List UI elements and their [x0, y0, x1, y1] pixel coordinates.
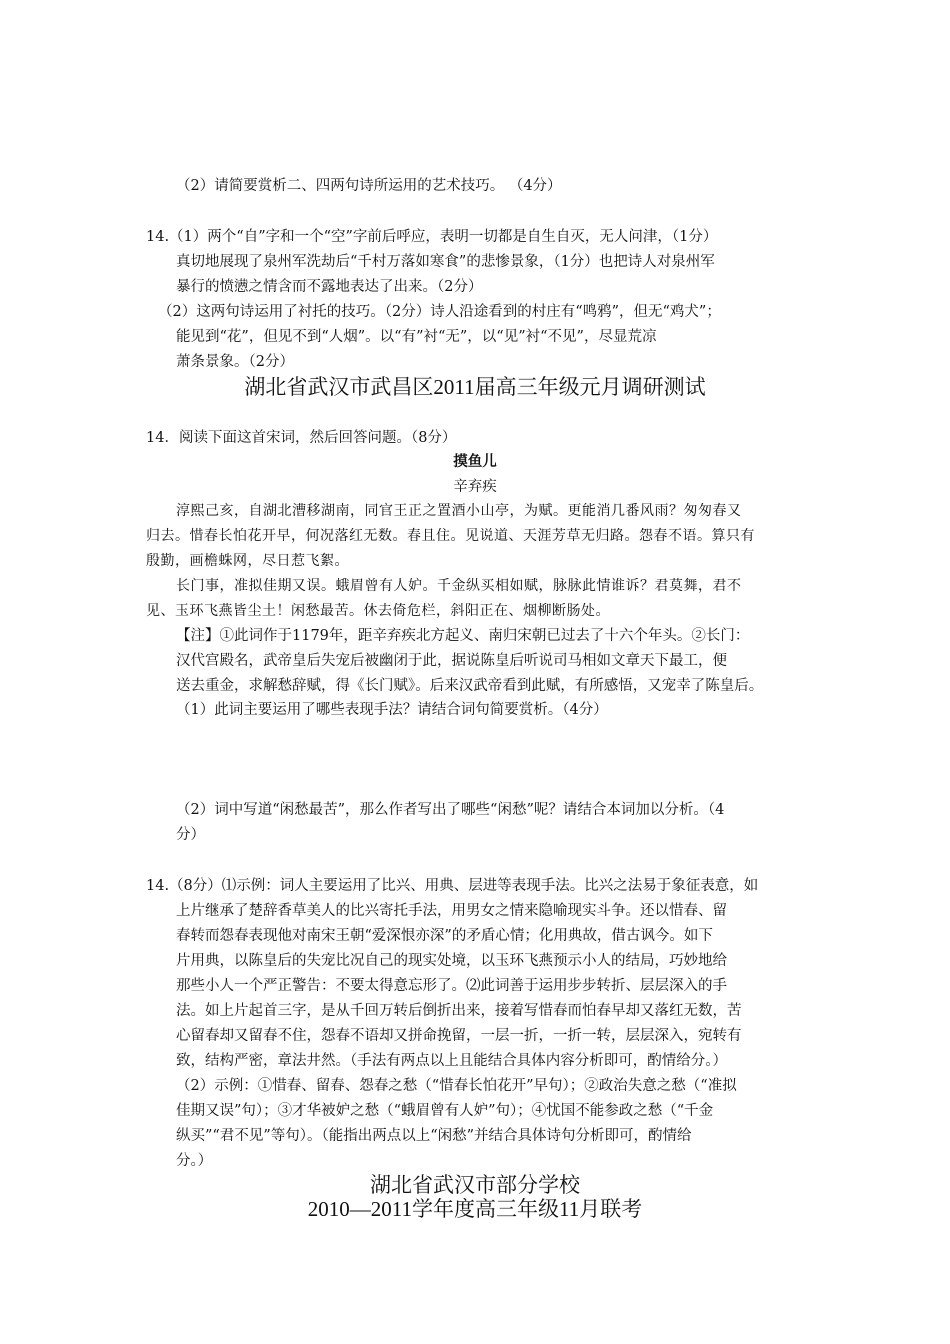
poem-line: 长门事，准拟佳期又误。蛾眉曾有人妒。千金纵买相如赋，脉脉此情谁诉？君莫舞，君不 — [176, 578, 742, 594]
answer-line: 那些小人一个严正警告：不要太得意忘形了。⑵此词善于运用步步转折、层层深入的手 — [176, 978, 727, 994]
answer-line: 分。） — [176, 1153, 213, 1169]
poem-title: 摸鱼儿 — [453, 454, 497, 470]
answer-line: 心留春却又留春不住，怨春不语却又拼命挽留，一层一折，一折一转，层层深入，宛转有 — [176, 1028, 742, 1044]
answer-line: 致，结构严密，章法井然。（手法有两点以上且能结合具体内容分析即可，酌情给分。） — [176, 1053, 727, 1069]
section-heading: 湖北省武汉市武昌区2011届高三年级元月调研测试 — [244, 375, 706, 399]
answer-line: （2）这两句诗运用了衬托的技巧。（2分）诗人沿途看到的村庄有“鸣鸦”，但无“鸡犬”； — [158, 304, 721, 320]
answer-line: 上片继承了楚辞香草美人的比兴寄托手法，用男女之情来隐喻现实斗争。还以惜春、留 — [176, 903, 727, 919]
answer-line: 14.（8分）⑴示例：词人主要运用了比兴、用典、层进等表现手法。比兴之法易于象征表意，如 — [146, 878, 759, 894]
section-heading-line-2: 2010—2011学年度高三年级11月联考 — [307, 1197, 643, 1221]
answer-line: 真切地展现了泉州军洗劫后“千村万落如寒食”的悲惨景象，（1分）也把诗人对泉州军 — [176, 254, 715, 270]
question-14-intro: 14．阅读下面这首宋词，然后回答问题。（8分） — [146, 430, 457, 446]
poem-line: 归去。惜春长怕花开早，何况落红无数。春且住。见说道、天涯芳草无归路。怨春不语。算只有 — [146, 528, 755, 544]
poem-line: 淳熙己亥，自湖北漕移湖南，同官王正之置酒小山亭，为赋。更能消几番风雨？匆匆春又 — [176, 503, 742, 519]
question-line: （2）词中写道“闲愁最苦”，那么作者写出了哪些“闲愁”呢？请结合本词加以分析。（4 — [176, 802, 725, 818]
answer-line: 春转而怨春表现他对南宋王朝“爱深恨亦深”的矛盾心情；化用典故，借古讽今。如下 — [176, 928, 713, 944]
answer-line: 14.（1）两个“自”字和一个“空”字前后呼应，表明一切都是自生自灭，无人问津，（1分） — [146, 229, 718, 245]
note-line: 送去重金，求解愁辞赋，得《长门赋》。后来汉武帝看到此赋，有所感悟，又宠幸了陈皇后。 — [176, 678, 764, 694]
sub-question-1: （1）此词主要运用了哪些表现手法？请结合词句简要赏析。（4分） — [176, 702, 608, 718]
answer-line: 能见到“花”，但见不到“人烟”。以“有”衬“无”，以“见”衬“不见”，尽显荒凉 — [176, 329, 657, 345]
note-line: 【注】①此词作于1179年，距辛弃疾北方起义、南归宋朝已过去了十六个年头。②长门： — [176, 628, 750, 644]
answer-line: 纵买”“君不见”等句）。（能指出两点以上“闲愁”并结合具体诗句分析即可，酌情给 — [176, 1128, 692, 1144]
answer-line: 片用典，以陈皇后的失宠比况自己的现实处境，以玉环飞燕预示小人的结局，巧妙地给 — [176, 953, 727, 969]
poem-author: 辛弃疾 — [453, 479, 497, 495]
poem-line: 殷勤，画檐蛛网，尽日惹飞絮。 — [146, 553, 349, 569]
poem-line: 见、玉环飞燕皆尘土！闲愁最苦。休去倚危栏，斜阳正在、烟柳断肠处。 — [146, 603, 610, 619]
question-line: 分） — [176, 827, 205, 843]
answer-line: 佳期又误”句）；③才华被妒之愁（“蛾眉曾有人妒”句）；④忧国不能参政之愁（“千金 — [176, 1103, 714, 1119]
question-2-prompt: （2）请简要赏析二、四两句诗所运用的艺术技巧。 （4分） — [176, 178, 562, 194]
note-line: 汉代宫殿名，武帝皇后失宠后被幽闭于此，据说陈皇后听说司马相如文章天下最工，便 — [176, 653, 727, 669]
answer-line: 暴行的愤懑之情含而不露地表达了出来。（2分） — [176, 279, 483, 295]
answer-line: 萧条景象。（2分） — [176, 354, 294, 370]
section-heading-line-1: 湖北省武汉市部分学校 — [370, 1173, 580, 1197]
answer-line: （2）示例：①惜春、留春、怨春之愁（“惜春长怕花开”早句）；②政治失意之愁（“准拟 — [176, 1078, 737, 1094]
answer-line: 法。如上片起首三字，是从千回万转后倒折出来，接着写惜春而怕春早却又落红无数，苦 — [176, 1003, 742, 1019]
